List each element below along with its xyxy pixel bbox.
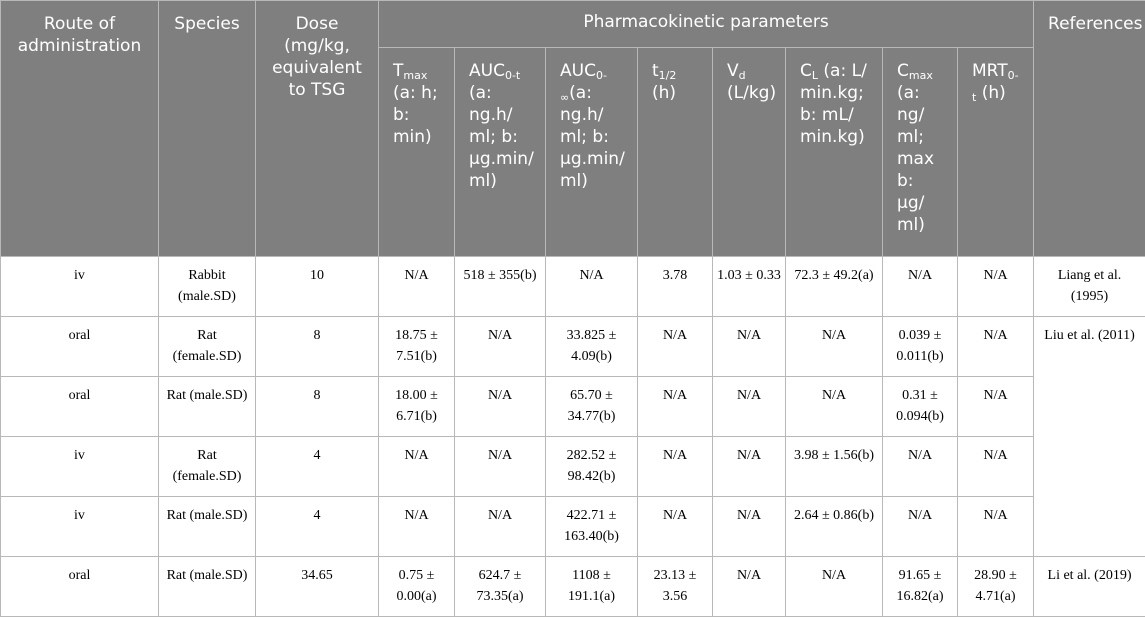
header-mrt: $MRT_{0-t}$ (h) — [958, 48, 1034, 257]
cell-cmax: 0.31 ± 0.094(b) — [883, 377, 958, 437]
cell-species: Rat (female.SD) — [159, 437, 256, 497]
cell-thalf: 23.13 ± 3.56 — [638, 557, 713, 617]
table-row — [1, 497, 1145, 557]
cell-thalf: 3.78 — [638, 257, 713, 317]
cell-tmax: 18.75 ± 7.51(b) — [379, 317, 455, 377]
cell-auc0t: N/A — [455, 437, 546, 497]
cell-vd: 1.03 ± 0.33 — [713, 257, 786, 317]
cell-reference: Li et al. (2019) — [1034, 557, 1145, 617]
cell-dose: 4 — [256, 437, 379, 497]
header-route: Route of administration — [1, 1, 159, 257]
header-cmax: $C_{max}$ (a: ng/ ml; max b: µg/ ml) — [883, 48, 958, 257]
cell-dose: 8 — [256, 317, 379, 377]
cell-mrt: N/A — [958, 377, 1034, 437]
table-row — [1, 437, 1145, 497]
table-row — [1, 317, 1145, 377]
cell-auc0inf: 422.71 ± 163.40(b) — [546, 497, 638, 557]
header-thalf: $t_{1/2}$ (h) — [638, 48, 713, 257]
header-auc0t: $AUC_{0-t}$ (a: ng.h/ ml; b: µg.min/ ml) — [455, 48, 546, 257]
header-dose: Dose (mg/kg, equivalent to TSG — [256, 1, 379, 257]
cell-cmax: 91.65 ± 16.82(a) — [883, 557, 958, 617]
cell-auc0t: N/A — [455, 317, 546, 377]
cell-route: iv — [1, 437, 159, 497]
cell-cl: 72.3 ± 49.2(a) — [786, 257, 883, 317]
cell-auc0inf: 33.825 ± 4.09(b) — [546, 317, 638, 377]
header-references: References — [1034, 1, 1145, 257]
cell-dose: 10 — [256, 257, 379, 317]
cell-cl: N/A — [786, 557, 883, 617]
cell-cmax: N/A — [883, 497, 958, 557]
cell-route: iv — [1, 257, 159, 317]
cell-species: Rat (female.SD) — [159, 317, 256, 377]
header-cl: $C_L$ (a: L/ min.kg; b: mL/ min.kg) — [786, 48, 883, 257]
cell-auc0inf: N/A — [546, 257, 638, 317]
cell-vd: N/A — [713, 497, 786, 557]
cell-vd: N/A — [713, 557, 786, 617]
cell-vd: N/A — [713, 437, 786, 497]
cell-dose: 8 — [256, 377, 379, 437]
cell-auc0inf: 65.70 ± 34.77(b) — [546, 377, 638, 437]
cell-tmax: 0.75 ± 0.00(a) — [379, 557, 455, 617]
cell-vd: N/A — [713, 377, 786, 437]
cell-tmax: N/A — [379, 437, 455, 497]
cell-mrt: N/A — [958, 437, 1034, 497]
table-row — [1, 557, 1145, 617]
cell-auc0t: N/A — [455, 497, 546, 557]
cell-species: Rat (male.SD) — [159, 377, 256, 437]
header-species: Species — [159, 1, 256, 257]
cell-dose: 4 — [256, 497, 379, 557]
cell-mrt: N/A — [958, 257, 1034, 317]
cell-cmax: N/A — [883, 257, 958, 317]
cell-tmax: 18.00 ± 6.71(b) — [379, 377, 455, 437]
cell-route: oral — [1, 317, 159, 377]
cell-cl: 3.98 ± 1.56(b) — [786, 437, 883, 497]
cell-reference: Liu et al. (2011) — [1034, 317, 1145, 557]
cell-cmax: 0.039 ± 0.011(b) — [883, 317, 958, 377]
header-auc0inf: $AUC_{0-\infty}(a$: ng.h/ ml; b: µg.min/ ml) — [546, 48, 638, 257]
cell-mrt: N/A — [958, 497, 1034, 557]
cell-tmax: N/A — [379, 257, 455, 317]
cell-dose: 34.65 — [256, 557, 379, 617]
cell-route: oral — [1, 377, 159, 437]
cell-species: Rabbit (male.SD) — [159, 257, 256, 317]
cell-thalf: N/A — [638, 437, 713, 497]
cell-mrt: 28.90 ± 4.71(a) — [958, 557, 1034, 617]
cell-vd: N/A — [713, 317, 786, 377]
header-vd: $V_d$ (L/kg) — [713, 48, 786, 257]
cell-cmax: N/A — [883, 437, 958, 497]
cell-route: iv — [1, 497, 159, 557]
header-row-top — [1, 1, 1145, 48]
cell-cl: N/A — [786, 377, 883, 437]
cell-auc0t: 518 ± 355(b) — [455, 257, 546, 317]
table-row — [1, 377, 1145, 437]
table-row — [1, 257, 1145, 317]
cell-auc0inf: 1108 ± 191.1(a) — [546, 557, 638, 617]
cell-reference: Liang et al. (1995) — [1034, 257, 1145, 317]
cell-auc0inf: 282.52 ± 98.42(b) — [546, 437, 638, 497]
cell-auc0t: 624.7 ± 73.35(a) — [455, 557, 546, 617]
cell-cl: 2.64 ± 0.86(b) — [786, 497, 883, 557]
cell-mrt: N/A — [958, 317, 1034, 377]
cell-thalf: N/A — [638, 497, 713, 557]
header-tmax: $T_{max}$ (a: h; b: min) — [379, 48, 455, 257]
cell-thalf: N/A — [638, 317, 713, 377]
header-pk-parameters: Pharmacokinetic parameters — [379, 1, 1034, 48]
cell-tmax: N/A — [379, 497, 455, 557]
cell-route: oral — [1, 557, 159, 617]
cell-thalf: N/A — [638, 377, 713, 437]
cell-species: Rat (male.SD) — [159, 557, 256, 617]
cell-auc0t: N/A — [455, 377, 546, 437]
cell-species: Rat (male.SD) — [159, 497, 256, 557]
cell-cl: N/A — [786, 317, 883, 377]
